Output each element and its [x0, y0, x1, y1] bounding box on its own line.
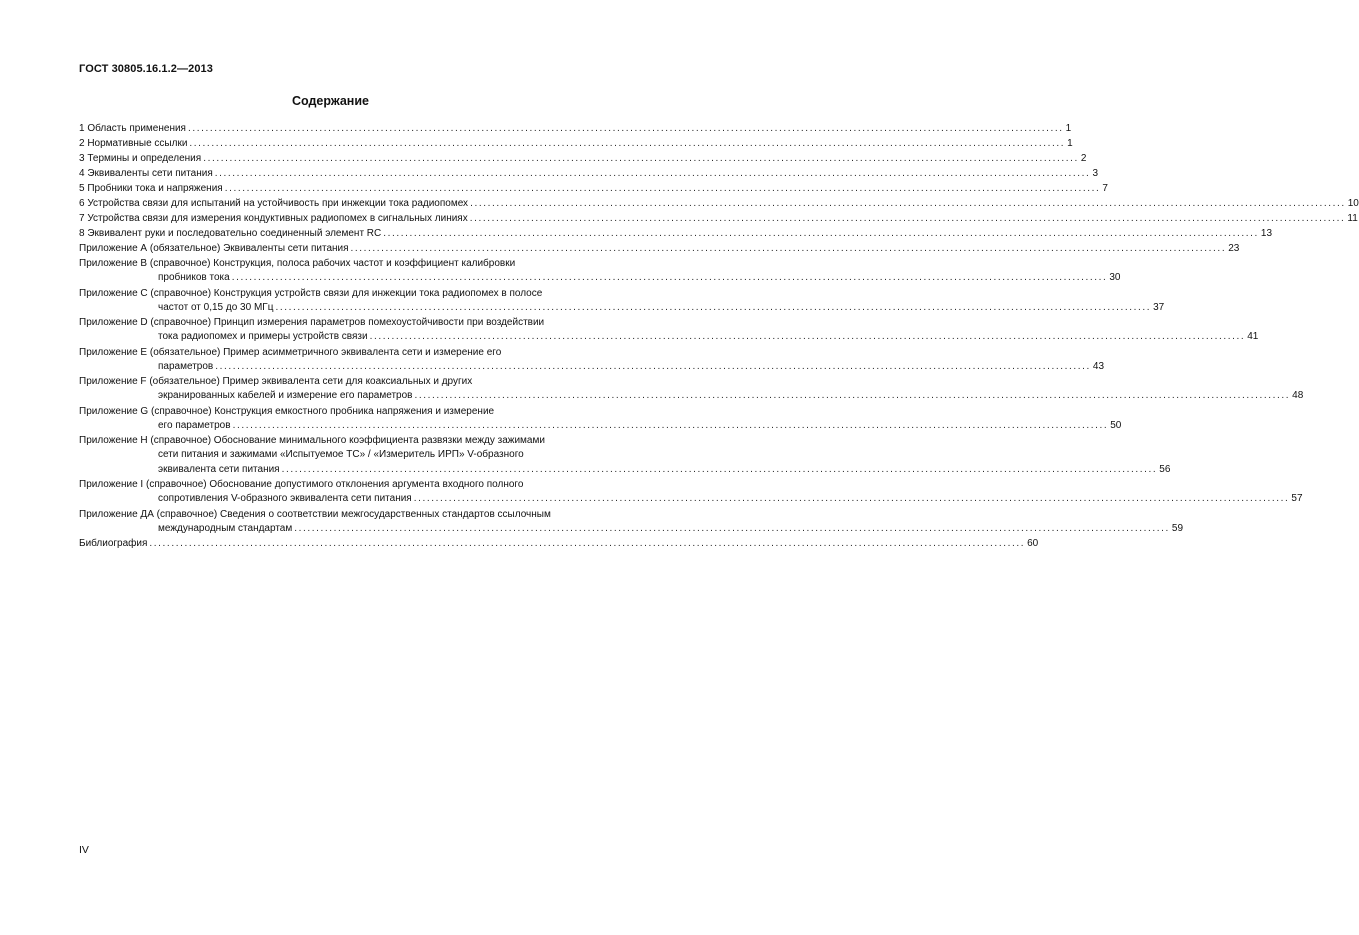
dot-leader: ........................................................................................................................................................................................................ [275, 301, 1152, 313]
toc-entry-title: 6 Устройства связи для испытаний на устойчивость при инжекции тока радиопомех [79, 198, 469, 209]
toc-entry-page: 3 [1092, 168, 1098, 179]
toc-entry-title-continued: экранированных кабелей и измерение его параметров [158, 390, 413, 401]
toc-entry-title: Приложение Н (справочное) Обоснование минимального коэффициента развязки между зажимами [79, 435, 545, 446]
dot-leader: ........................................................................................................................................................................................................ [187, 123, 1064, 134]
toc-entry[interactable] [79, 433, 1171, 477]
dot-leader: ........................................................................................................................................................................................................ [413, 493, 1290, 504]
toc-entry-page: 50 [1110, 419, 1122, 431]
toc-entry-title: Приложение D (справочное) Принцип измерения параметров помехоустойчивости при воздействии [79, 317, 545, 328]
toc-entry[interactable] [79, 536, 1039, 551]
toc-entry-title-continued: сети питания и зажимами «Испытуемое ТС» / «Измеритель ИРП» V-образного [158, 449, 524, 460]
toc-entry-title-continued: параметров [158, 360, 214, 372]
toc-entry-title-continued: его параметров [158, 419, 231, 431]
toc-entry-title: 2 Нормативные ссылки [79, 138, 188, 149]
toc-entry-page: 60 [1027, 538, 1039, 549]
toc-entry[interactable] [79, 166, 1098, 181]
toc-entry[interactable] [79, 507, 1184, 537]
toc-entry-page: 10 [1347, 198, 1359, 209]
dot-leader: ........................................................................................................................................................................................................ [224, 183, 1101, 194]
toc-entry-title: Библиография [79, 538, 148, 549]
toc-entry-title: Приложение С (справочное) Конструкция устройств связи для инжекции тока радиопомех в полосе [79, 287, 543, 299]
dot-leader: ........................................................................................................................................................................................................ [470, 198, 1346, 209]
toc-entry-page: 11 [1347, 213, 1358, 224]
toc-entry-page: 57 [1291, 493, 1303, 504]
toc-entry-title-continued: пробников тока [158, 272, 230, 283]
toc-entry[interactable] [79, 181, 1108, 196]
toc-entry-title: 4 Эквиваленты сети питания [79, 168, 213, 179]
toc-entry-title: Приложение А (обязательное) Эквиваленты сети питания [79, 243, 349, 254]
toc-entry-page: 1 [1065, 123, 1072, 134]
toc-entry-title: Приложение Е (обязательное) Пример асимметричного эквивалента сети и измерение его [79, 346, 502, 358]
document-code: ГОСТ 30805.16.1.2—2013 [79, 63, 213, 75]
toc-title: Содержание [291, 94, 369, 108]
dot-leader: ........................................................................................................................................................................................................ [214, 168, 1091, 179]
dot-leader: ........................................................................................................................................................................................................ [414, 390, 1291, 401]
toc-entry-page: 30 [1109, 272, 1121, 283]
toc-entry[interactable] [79, 345, 1105, 375]
dot-leader: ........................................................................................................................................................................................................ [232, 419, 1109, 431]
toc-entry-title: 5 Пробники тока и напряжения [79, 183, 223, 194]
dot-leader: ........................................................................................................................................................................................................ [383, 228, 1259, 239]
toc-entry-title: 1 Область применения [79, 123, 186, 134]
toc-entry[interactable] [79, 477, 1303, 507]
dot-leader: ........................................................................................................................................................................................................ [350, 243, 1227, 254]
toc-entry[interactable] [79, 286, 1165, 316]
toc-entry-title: 3 Термины и определения [79, 153, 202, 164]
toc-entry-page: 59 [1171, 522, 1184, 534]
toc-entry[interactable] [79, 121, 1072, 136]
toc-entry[interactable] [79, 256, 1121, 286]
toc-entry-title-continued: частот от 0,15 до 30 МГц [158, 301, 274, 313]
toc-entry-page: 13 [1260, 228, 1273, 239]
toc-entry-title-continued: международным стандартам [158, 522, 293, 534]
toc-entry-title-continued: сопротивления V-образного эквивалента сети питания [158, 493, 412, 504]
dot-leader: ........................................................................................................................................................................................................ [149, 538, 1026, 549]
toc-entry-page: 2 [1080, 153, 1087, 164]
toc-entry-title: Приложение I (справочное) Обоснование допустимого отклонения аргумента входного полного [79, 479, 524, 490]
dot-leader: ........................................................................................................................................................................................................ [369, 331, 1246, 342]
toc-entry[interactable] [79, 151, 1087, 166]
toc-entry-title-continued: тока радиопомех и примеры устройств связи [158, 331, 368, 342]
toc-entry[interactable] [79, 404, 1122, 434]
toc-entry-title-continued: эквивалента сети питания [158, 463, 280, 475]
toc-entry-title: 7 Устройства связи для измерения кондуктивных радиопомех в сигнальных линиях [79, 213, 468, 224]
dot-leader: ........................................................................................................................................................................................................ [203, 153, 1079, 164]
toc-entry[interactable] [79, 211, 1358, 226]
dot-leader: ........................................................................................................................................................................................................ [231, 272, 1108, 283]
dot-leader: ........................................................................................................................................................................................................ [189, 138, 1066, 149]
dot-leader: ........................................................................................................................................................................................................ [469, 213, 1346, 224]
toc-entry-page: 43 [1092, 360, 1105, 372]
toc-entry-title: Приложение G (справочное) Конструкция емкостного пробника напряжения и измерение [79, 405, 495, 417]
toc-entry-page: 48 [1292, 390, 1304, 401]
toc-entry[interactable] [79, 136, 1073, 151]
toc-entry[interactable] [79, 196, 1359, 211]
toc-entry-page: 56 [1159, 463, 1171, 475]
toc-entry[interactable] [79, 374, 1304, 404]
toc-entry-page: 41 [1247, 331, 1259, 342]
dot-leader: ........................................................................................................................................................................................................ [215, 360, 1091, 372]
table-of-contents [79, 121, 1359, 551]
toc-entry[interactable] [79, 315, 1259, 345]
toc-entry-page: 37 [1153, 301, 1165, 313]
toc-entry-page: 23 [1228, 243, 1240, 254]
toc-entry[interactable] [79, 241, 1240, 256]
page-number: IV [79, 844, 89, 856]
toc-entry-page: 1 [1067, 138, 1073, 149]
dot-leader: ........................................................................................................................................................................................................ [294, 522, 1170, 534]
dot-leader: ........................................................................................................................................................................................................ [281, 463, 1158, 475]
toc-entry-page: 7 [1102, 183, 1108, 194]
toc-entry-title: 8 Эквивалент руки и последовательно соединенный элемент RC [79, 228, 382, 239]
toc-entry-title: Приложение ДА (справочное) Сведения о соответствии межгосударственных стандартов ссылочным [79, 508, 551, 520]
toc-entry[interactable] [79, 226, 1273, 241]
toc-entry-title: Приложение В (справочное) Конструкция, полоса рабочих частот и коэффициент калибровки [79, 258, 516, 269]
toc-entry-title: Приложение F (обязательное) Пример эквивалента сети для коаксиальных и других [79, 376, 473, 387]
